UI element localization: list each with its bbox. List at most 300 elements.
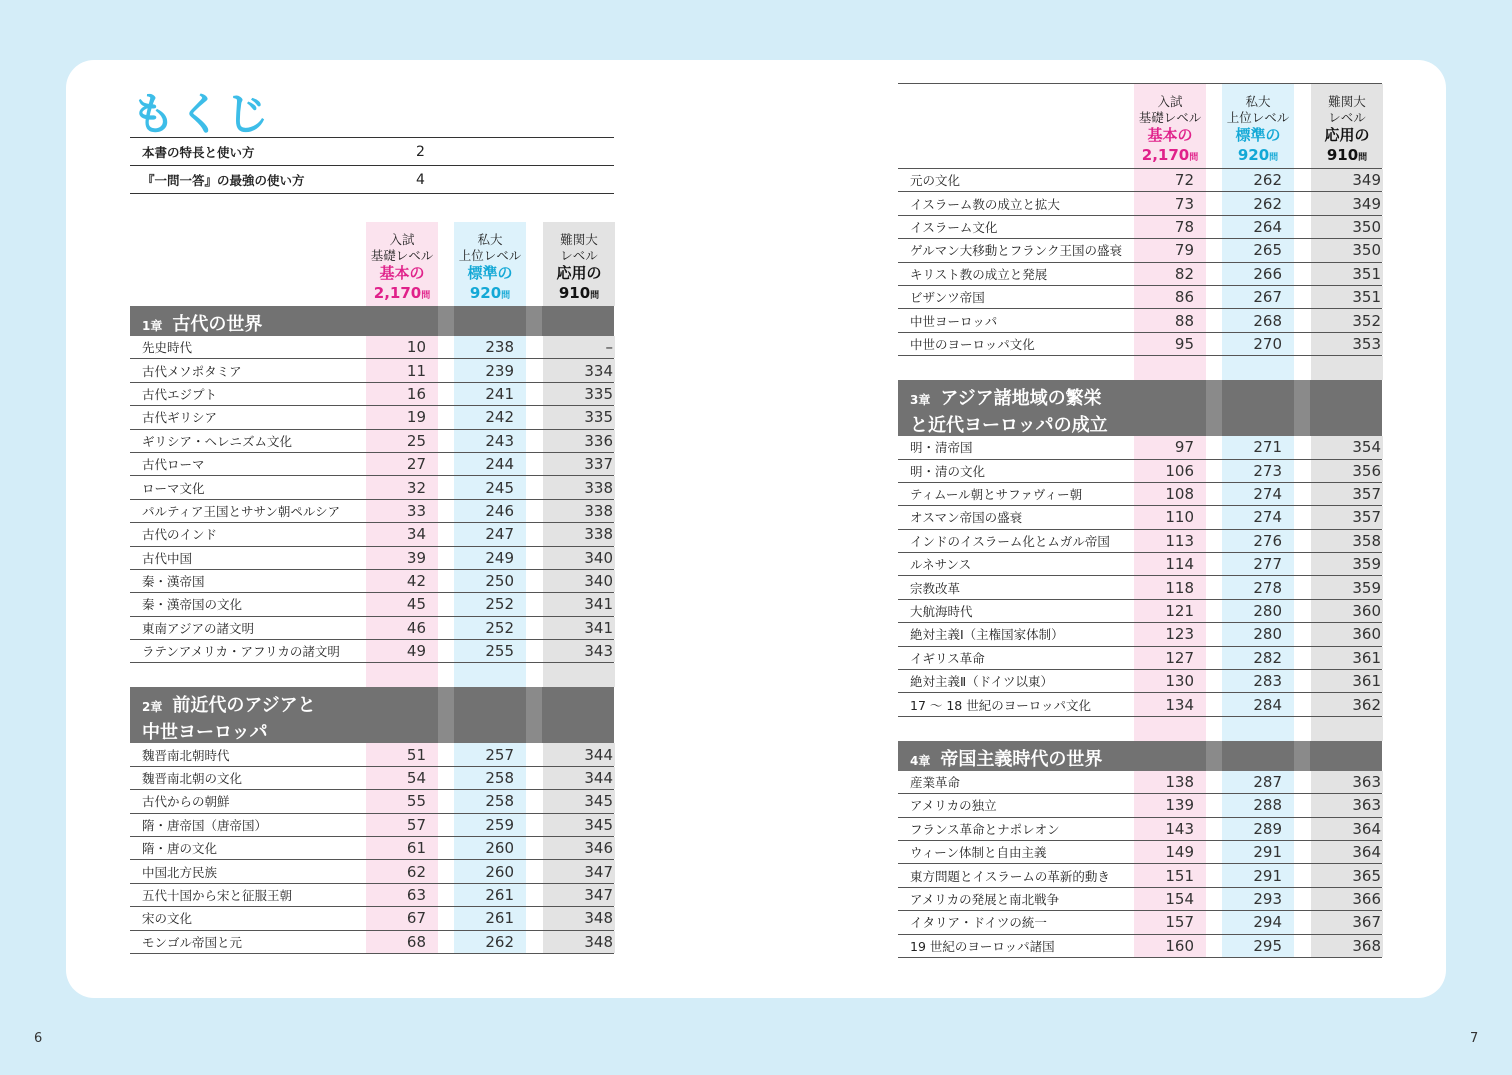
toc-row-name: 古代からの朝鮮 (142, 794, 230, 810)
toc-row-name: 古代メソポタミア (142, 363, 242, 379)
toc-row[interactable] (898, 530, 1382, 553)
toc-row[interactable] (898, 169, 1382, 192)
toc-row-value-1: 72 (1174, 171, 1194, 190)
toc-row-value-1: 123 (1165, 625, 1194, 644)
toc-row-value-2: 291 (1253, 843, 1282, 862)
chapter-number: 2章 (142, 700, 163, 715)
toc-row[interactable] (898, 309, 1382, 332)
toc-row-name: 元の文化 (910, 173, 961, 189)
toc-row[interactable] (130, 640, 614, 663)
toc-row[interactable] (130, 430, 614, 453)
toc-row-value-2: 284 (1253, 695, 1282, 714)
header-count-unit: 問 (501, 291, 511, 301)
toc-row-value-3: 349 (1352, 171, 1381, 190)
chapter-title-line: 帝国主義時代の世界 (940, 748, 1103, 770)
chapter-title-line: 古代の世界 (172, 314, 263, 335)
header-line1: 難関大 (560, 232, 598, 247)
toc-row-value-3: 365 (1352, 866, 1381, 885)
toc-row[interactable] (130, 814, 614, 837)
toc-row[interactable] (898, 670, 1382, 693)
toc-table-left (130, 222, 614, 954)
toc-row-value-3: 344 (584, 745, 613, 764)
toc-row-value-1: 78 (1174, 217, 1194, 236)
toc-row[interactable] (898, 935, 1382, 958)
header-level: 標準の (467, 264, 513, 282)
chapter-separator (1206, 741, 1222, 771)
toc-row-name: 大航海時代 (910, 604, 973, 620)
toc-row[interactable] (130, 570, 614, 593)
toc-row-name: ギリシア・ヘレニズム文化 (142, 433, 293, 449)
toc-row-value-1: 61 (406, 839, 426, 858)
toc-row-name: オスマン帝国の盛衰 (910, 510, 1023, 526)
toc-row-value-3: 350 (1352, 217, 1381, 236)
toc-row-value-3: 337 (584, 455, 613, 474)
toc-row-value-2: 239 (485, 361, 514, 380)
header-count (454, 283, 526, 306)
column-header (898, 84, 1382, 168)
header-col2 (1222, 84, 1294, 168)
header-line2: 基礎レベル (370, 247, 434, 263)
toc-row-value-3: 338 (584, 478, 613, 497)
toc-row-value-3: 335 (584, 408, 613, 427)
header-line2: 上位レベル (1226, 109, 1290, 125)
toc-row-value-2: 260 (485, 862, 514, 881)
toc-row[interactable] (898, 483, 1382, 506)
toc-row-value-1: 88 (1174, 311, 1194, 330)
toc-row-value-1: 97 (1174, 438, 1194, 457)
toc-row[interactable] (898, 436, 1382, 459)
intro-row[interactable] (130, 138, 614, 166)
toc-row[interactable] (130, 336, 614, 359)
toc-row-value-1: 130 (1165, 672, 1194, 691)
toc-row-value-1: 127 (1165, 648, 1194, 667)
toc-row[interactable] (130, 907, 614, 930)
toc-row[interactable] (898, 576, 1382, 599)
toc-row[interactable] (898, 818, 1382, 841)
toc-row-value-3: 358 (1352, 531, 1381, 550)
header-count-unit: 問 (1269, 153, 1279, 163)
toc-row[interactable] (898, 333, 1382, 356)
toc-row-value-2: 249 (485, 548, 514, 567)
toc-row-value-1: 113 (1165, 531, 1194, 550)
header-level: 基本の (379, 264, 425, 282)
column-background (1134, 717, 1206, 741)
header-count-unit: 問 (421, 291, 431, 301)
toc-row-value-1: 160 (1165, 936, 1194, 955)
toc-row-value-1: 68 (406, 932, 426, 951)
header-line2: レベル (1328, 109, 1366, 125)
toc-row[interactable] (130, 884, 614, 907)
toc-row-name: 中世のヨーロッパ文化 (910, 336, 1035, 352)
toc-row-value-1: 51 (406, 745, 426, 764)
chapter-separator (1294, 380, 1310, 436)
toc-row-value-1: 11 (406, 361, 426, 380)
toc-row-value-2: 278 (1253, 578, 1282, 597)
toc-row-value-2: 243 (485, 431, 514, 450)
header-col3 (543, 222, 615, 306)
header-col1 (366, 222, 438, 306)
toc-row-value-1: 16 (406, 384, 426, 403)
intro-label: 本書の特長と使い方 (142, 144, 255, 160)
toc-row[interactable] (898, 553, 1382, 576)
header-count (366, 283, 438, 306)
toc-row-name: モンゴル帝国と元 (142, 934, 243, 950)
header-count-number: 920 (1237, 146, 1270, 164)
toc-row-value-2: 288 (1253, 796, 1282, 815)
toc-row-value-1: 121 (1165, 602, 1194, 621)
toc-row[interactable] (130, 406, 614, 429)
chapter-header[interactable] (898, 380, 1382, 436)
toc-row-value-3: 348 (584, 932, 613, 951)
toc-row-name: ルネサンス (910, 557, 972, 573)
toc-row-value-3: 357 (1352, 485, 1381, 504)
toc-row-value-1: 86 (1174, 288, 1194, 307)
toc-row-name: 古代ギリシア (142, 410, 218, 426)
toc-row-value-3: 361 (1352, 648, 1381, 667)
column-header (130, 222, 614, 306)
chapter-number: 3章 (910, 393, 931, 408)
toc-row-value-3: 356 (1352, 461, 1381, 480)
toc-row-name: イスラーム教の成立と拡大 (910, 196, 1060, 212)
chapter-number: 1章 (142, 319, 163, 333)
toc-row-value-2: 250 (485, 572, 514, 591)
toc-row[interactable] (130, 500, 614, 523)
toc-row[interactable] (130, 617, 614, 640)
toc-row-value-1: 110 (1165, 508, 1194, 527)
toc-row-name: 絶対主義Ⅰ（主権国家体制） (910, 627, 1064, 643)
toc-row[interactable] (898, 841, 1382, 864)
header-line2: 上位レベル (458, 247, 522, 263)
toc-row-value-1: 32 (406, 478, 426, 497)
chapter-title (898, 380, 1108, 439)
toc-row-value-2: 264 (1253, 217, 1282, 236)
toc-row-name: 産業革命 (910, 775, 961, 790)
toc-row-value-3: 359 (1352, 555, 1381, 574)
toc-row-value-2: 273 (1253, 461, 1282, 480)
toc-row-name: フランス革命とナポレオン (910, 821, 1060, 837)
toc-row-value-1: 42 (406, 572, 426, 591)
header-col2 (454, 222, 526, 306)
header-col3 (1311, 84, 1383, 168)
chapter-title-line: 中世ヨーロッパ (142, 722, 268, 744)
toc-row[interactable] (130, 743, 614, 766)
toc-row-value-2: 282 (1253, 648, 1282, 667)
header-level: 基本の (1147, 126, 1193, 144)
header-line1: 入試 (389, 232, 415, 247)
toc-row-value-1: 73 (1174, 194, 1194, 213)
toc-row-value-3: 363 (1352, 773, 1381, 791)
toc-row-value-3: 338 (584, 525, 613, 544)
toc-row-value-1: 63 (406, 886, 426, 904)
toc-row-name: 隋・唐の文化 (142, 841, 218, 857)
toc-row-value-1: 57 (406, 815, 426, 834)
toc-row-value-1: 25 (406, 431, 426, 450)
toc-row-value-2: 274 (1253, 508, 1282, 527)
toc-row[interactable] (898, 647, 1382, 670)
toc-row-value-2: 241 (485, 384, 514, 403)
toc-row-name: 魏晋南北朝の文化 (142, 771, 243, 787)
toc-row-value-3: 349 (1352, 194, 1381, 213)
toc-row-value-2: 262 (485, 932, 514, 951)
toc-row-name: パルティア王国とササン朝ペルシア (142, 503, 341, 519)
toc-row-value-3: 359 (1352, 578, 1381, 597)
chapter-separator (1206, 380, 1222, 436)
toc-row-value-2: 242 (485, 408, 514, 427)
toc-row-value-2: 294 (1253, 913, 1282, 932)
toc-row-value-2: 262 (1253, 194, 1282, 213)
toc-row-value-3: 346 (584, 839, 613, 858)
toc-row-value-1: 34 (406, 525, 426, 544)
toc-row-name: 東方問題とイスラームの革新的動き (910, 868, 1110, 884)
toc-row-name: ティムール朝とサファヴィー朝 (910, 487, 1083, 503)
toc-row-value-2: 244 (485, 455, 514, 474)
toc-row-value-3: 353 (1352, 334, 1381, 353)
toc-row-value-1: 143 (1165, 819, 1194, 838)
toc-row-value-2: 270 (1253, 334, 1282, 353)
toc-row[interactable] (130, 767, 614, 790)
toc-row-name: ウィーン体制と自由主義 (910, 845, 1047, 861)
header-level: 応用の (1324, 126, 1370, 144)
chapter-separator (526, 687, 542, 743)
chapter-separator (438, 306, 454, 336)
toc-row-value-3: 340 (584, 548, 613, 567)
chapter-title (898, 741, 1102, 774)
toc-row[interactable] (898, 864, 1382, 887)
toc-row-value-3: 351 (1352, 288, 1381, 307)
toc-row-value-3: 352 (1352, 311, 1381, 330)
toc-row-value-2: 252 (485, 595, 514, 614)
toc-row-value-1: 79 (1174, 241, 1194, 260)
toc-row-value-3: 344 (584, 769, 613, 788)
toc-row-value-3: 361 (1352, 672, 1381, 691)
toc-row[interactable] (898, 623, 1382, 646)
toc-row-value-1: 82 (1174, 264, 1194, 283)
toc-row-value-3: 347 (584, 886, 613, 904)
toc-row-value-1: 67 (406, 909, 426, 928)
toc-row-value-3: 364 (1352, 843, 1381, 862)
toc-row-name: ローマ文化 (142, 480, 205, 496)
header-line1: 私大 (477, 232, 503, 247)
column-background (543, 663, 615, 687)
toc-row[interactable] (898, 771, 1382, 794)
toc-row-name: 古代のインド (142, 527, 218, 543)
header-count-number: 910 (1326, 146, 1359, 164)
column-background (366, 663, 438, 687)
toc-row-value-1: 33 (406, 501, 426, 520)
toc-row-value-2: 274 (1253, 485, 1282, 504)
header-count-unit: 問 (590, 291, 600, 301)
toc-row-value-1: 149 (1165, 843, 1194, 862)
header-count (1134, 145, 1206, 168)
header-col1 (1134, 84, 1206, 168)
chapter-title-line: 前近代のアジアと (172, 695, 316, 717)
toc-row-value-3: 351 (1352, 264, 1381, 283)
toc-row-value-2: 293 (1253, 889, 1282, 908)
toc-row-value-3: 360 (1352, 625, 1381, 644)
toc-row-value-3: – (605, 338, 613, 357)
toc-row-value-2: 247 (485, 525, 514, 544)
column-background (1311, 717, 1383, 741)
toc-row[interactable] (898, 693, 1382, 716)
page-number-right: 7 (1470, 1031, 1479, 1046)
toc-row-name: 隋・唐帝国（唐帝国） (142, 817, 268, 833)
toc-row-value-3: 362 (1352, 695, 1381, 714)
toc-row-value-3: 345 (584, 792, 613, 811)
toc-row-value-2: 271 (1253, 438, 1282, 457)
toc-row-name: 19 世紀のヨーロッパ諸国 (910, 938, 1055, 954)
toc-row-value-3: 343 (584, 642, 613, 661)
toc-row-name: 古代中国 (142, 550, 193, 566)
toc-row-value-2: 280 (1253, 625, 1282, 644)
header-line2: レベル (560, 247, 598, 263)
chapter-header[interactable] (898, 741, 1382, 771)
toc-row-name: 宋の文化 (142, 911, 193, 927)
chapter-title (130, 306, 262, 339)
toc-row-name: 古代ローマ (142, 457, 205, 473)
toc-row-name: インドのイスラーム化とムガル帝国 (910, 533, 1110, 549)
header-level: 標準の (1235, 126, 1281, 144)
header-count-number: 2,170 (1141, 146, 1190, 164)
toc-row[interactable] (130, 453, 614, 476)
toc-row-value-1: 10 (406, 338, 426, 357)
toc-row-name: 五代十国から宋と征服王朝 (142, 888, 293, 903)
intro-list (130, 137, 614, 194)
toc-row-value-2: 287 (1253, 773, 1282, 791)
header-count (1311, 145, 1383, 168)
toc-row-value-2: 238 (485, 338, 514, 357)
toc-row[interactable] (130, 837, 614, 860)
toc-row-value-2: 266 (1253, 264, 1282, 283)
toc-row-value-2: 295 (1253, 936, 1282, 955)
header-line1: 入試 (1157, 94, 1183, 109)
toc-row-value-3: 334 (584, 361, 613, 380)
toc-row-value-3: 366 (1352, 889, 1381, 908)
header-line1: 私大 (1245, 94, 1271, 109)
intro-page: 4 (416, 171, 425, 188)
toc-row[interactable] (130, 476, 614, 499)
toc-row-value-3: 340 (584, 572, 613, 591)
toc-row[interactable] (898, 192, 1382, 215)
toc-row-value-3: 357 (1352, 508, 1381, 527)
toc-row-value-1: 46 (406, 618, 426, 637)
toc-row-name: イギリス革命 (910, 650, 985, 666)
toc-row-name: 絶対主義Ⅱ（ドイツ以東） (910, 674, 1054, 690)
toc-row-value-2: 258 (485, 769, 514, 788)
page-number-left: 6 (34, 1031, 43, 1046)
section-gap (898, 717, 1382, 741)
intro-row[interactable] (130, 166, 614, 194)
toc-row-value-1: 151 (1165, 866, 1194, 885)
toc-row-value-2: 255 (485, 642, 514, 661)
chapter-separator (438, 687, 454, 743)
toc-row[interactable] (898, 600, 1382, 623)
toc-row[interactable] (130, 547, 614, 570)
toc-row-name: キリスト教の成立と発展 (910, 266, 1048, 282)
toc-row-value-2: 280 (1253, 602, 1282, 621)
toc-row-name: ゲルマン大移動とフランク王国の盛衰 (910, 243, 1123, 259)
toc-row-value-2: 291 (1253, 866, 1282, 885)
toc-row-name: イタリア・ドイツの統一 (910, 915, 1047, 931)
toc-row[interactable] (898, 216, 1382, 239)
chapter-header[interactable] (130, 687, 614, 743)
toc-row-value-1: 62 (406, 862, 426, 881)
toc-row-value-3: 363 (1352, 796, 1381, 815)
toc-row[interactable] (898, 460, 1382, 483)
toc-row[interactable] (130, 383, 614, 406)
toc-row-value-1: 54 (406, 769, 426, 788)
toc-row-name: 東南アジアの諸文明 (142, 620, 255, 636)
toc-row-name: 秦・漢帝国の文化 (142, 597, 243, 613)
toc-row-value-3: 336 (584, 431, 613, 450)
toc-row[interactable] (130, 790, 614, 813)
toc-row-value-2: 265 (1253, 241, 1282, 260)
toc-row-value-2: 283 (1253, 672, 1282, 691)
toc-row-value-1: 108 (1165, 485, 1194, 504)
toc-row-name: 中世ヨーロッパ (910, 313, 998, 329)
toc-row-value-3: 367 (1352, 913, 1381, 932)
toc-row[interactable] (898, 506, 1382, 529)
toc-row[interactable] (898, 263, 1382, 286)
toc-row[interactable] (130, 931, 614, 954)
toc-row[interactable] (130, 860, 614, 883)
toc-row-value-1: 106 (1165, 461, 1194, 480)
toc-row[interactable] (898, 911, 1382, 934)
toc-row-value-1: 49 (406, 642, 426, 661)
toc-row-value-1: 138 (1165, 773, 1194, 791)
header-level: 応用の (556, 264, 602, 282)
toc-row[interactable] (130, 593, 614, 616)
chapter-title-line: アジア諸地域の繁栄 (940, 388, 1102, 410)
toc-row-value-3: 360 (1352, 602, 1381, 621)
toc-row[interactable] (898, 239, 1382, 262)
column-background (1134, 356, 1206, 380)
toc-row-name: 中国北方民族 (142, 864, 218, 880)
header-count-unit: 問 (1358, 153, 1368, 163)
toc-row-name: 先史時代 (142, 340, 193, 356)
toc-row-value-1: 118 (1165, 578, 1194, 597)
toc-row-value-2: 252 (485, 618, 514, 637)
toc-row-value-1: 139 (1165, 796, 1194, 815)
chapter-separator (1294, 741, 1310, 771)
toc-row[interactable] (898, 286, 1382, 309)
toc-row[interactable] (898, 794, 1382, 817)
toc-row[interactable] (898, 888, 1382, 911)
toc-row-value-1: 114 (1165, 555, 1194, 574)
toc-row-name: 明・清の文化 (910, 463, 986, 479)
toc-row-value-3: 338 (584, 501, 613, 520)
toc-row-name: アメリカの独立 (910, 798, 997, 814)
toc-row-value-3: 368 (1352, 936, 1381, 955)
toc-row-value-2: 289 (1253, 819, 1282, 838)
toc-row-value-2: 267 (1253, 288, 1282, 307)
toc-row-value-1: 157 (1165, 913, 1194, 932)
toc-row-value-2: 246 (485, 501, 514, 520)
toc-table-right (898, 83, 1382, 958)
toc-row-value-3: 364 (1352, 819, 1381, 838)
toc-row[interactable] (130, 359, 614, 382)
chapter-header[interactable] (130, 306, 614, 336)
toc-row-value-2: 261 (485, 909, 514, 928)
chapter-separator (526, 306, 542, 336)
toc-row-name: ビザンツ帝国 (910, 290, 985, 306)
toc-row-name: 古代エジプト (142, 386, 218, 402)
column-background (1222, 717, 1294, 741)
column-background (454, 663, 526, 687)
chapter-number: 4章 (910, 753, 931, 768)
toc-row-value-1: 154 (1165, 889, 1194, 908)
column-background (1222, 356, 1294, 380)
toc-row[interactable] (130, 523, 614, 546)
